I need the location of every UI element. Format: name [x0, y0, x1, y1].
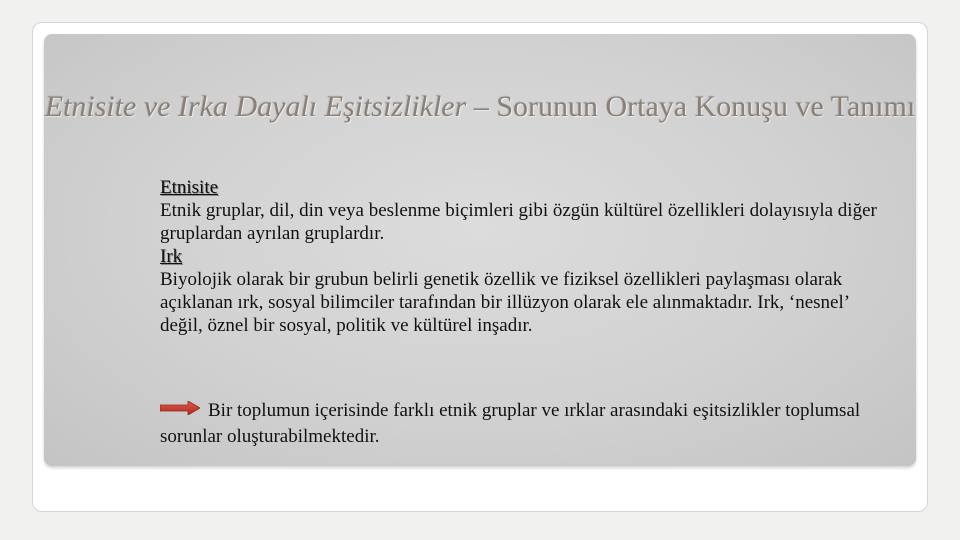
- title-regular-part: – Sorunun Ortaya Konuşu ve Tanımı: [466, 90, 916, 123]
- term-etnisite-label: Etnisite: [160, 177, 219, 198]
- slide-title: [44, 88, 916, 126]
- term-etnisite-definition: Etnik gruplar, dil, din veya beslenme biçimleri gibi özgün kültürel özellikleri dolayısıyla diğer gruplardan ayrılan gruplardır.: [160, 200, 877, 244]
- definitions-block: [160, 176, 880, 337]
- arrow-right-icon: [160, 397, 200, 422]
- term-irk-label: Irk: [160, 246, 183, 267]
- conclusion-block: [160, 398, 880, 449]
- term-irk-definition: Biyolojik olarak bir grubun belirli genetik özellik ve fiziksel özellikleri paylaşması olarak açıklanan ırk, sosyal bilimciler tarafından bir illüzyon olarak ele alınmaktadır. Irk, ‘nesnel’ değil, öznel bir sosyal, politik ve kültürel inşadır.: [160, 269, 849, 336]
- title-italic-part: Etnisite ve Irka Dayalı Eşitsizlikler: [44, 90, 467, 123]
- conclusion-text: Bir toplumun içerisinde farklı etnik gruplar ve ırklar arasındaki eşitsizlikler toplumsal sorunlar oluşturabilmektedir.: [160, 400, 861, 448]
